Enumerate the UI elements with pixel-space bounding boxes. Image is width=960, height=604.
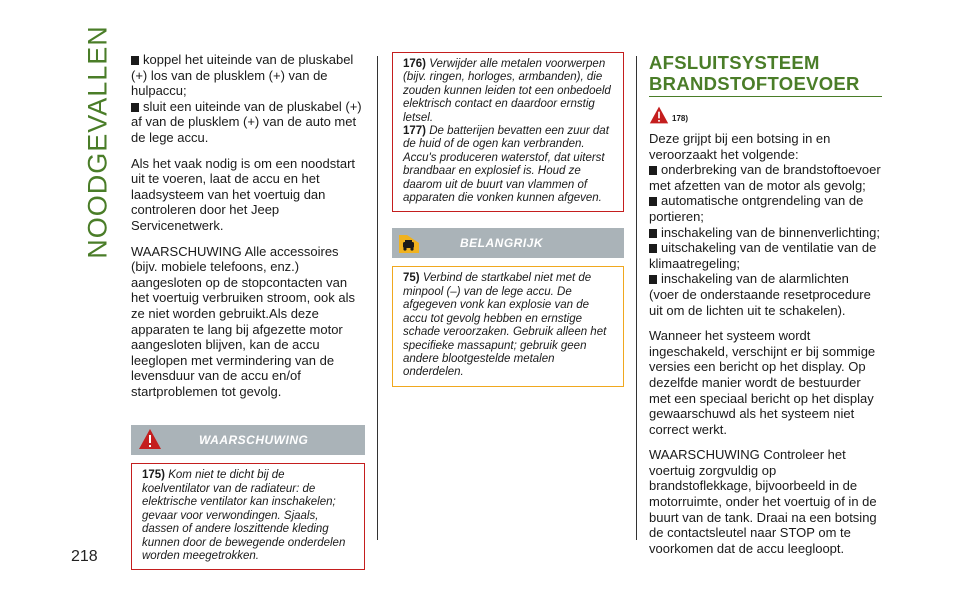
warning-box (392, 52, 624, 212)
list-item: inschakeling van de alarmlichten (voer de onderstaande resetprocedure uit om de lichten uit te schakelen). (649, 271, 871, 318)
list-item: automatische ontgrendeling van de portieren; (649, 193, 864, 224)
page-number: 218 (71, 548, 98, 565)
warning-label: WAARSCHUWING (199, 432, 309, 447)
important-label: BELANGRIJK (460, 235, 544, 250)
warning-banner (131, 425, 365, 455)
paragraph: WAARSCHUWING Controleer het voertuig zorgvuldig op brandstoflekkage, bijvoorbeeld in de motorruimte, onder het voertuig of in de buurt van de tank. Draai na een botsing de contactsleutel naar STOP om te voorkomen dat de accu leegloopt. (649, 447, 877, 556)
paragraph: Deze grijpt bij een botsing in en veroorzaakt het volgende: (649, 131, 831, 162)
bullet-icon (131, 56, 139, 65)
warning-triangle-icon (649, 105, 669, 125)
warning-item: 176) Verwijder alle metalen voorwerpen (bijv. ringen, horloges, armbanden), die zouden kunnen leiden tot een onbedoeld elektrisch contact en daardoor ernstig letsel. (403, 58, 611, 124)
car-skid-icon (397, 231, 421, 255)
warning-box: 175) Kom niet te dicht bij de koelventilator van de radiateur: de elektrische ventilator kan inschakelen; gevaar voor verwondingen. Sjaals, dassen of andere loszittende kleding kunnen door de bewegende onderdelen worden meegetrokken. (131, 463, 365, 570)
important-box: 75) Verbind de startkabel niet met de minpool (–) van de lege accu. De afgegeven vonk kan explosie van de accu tot gevolg hebben en ernstige schade veroorzaken. Gebruik alleen het specifieke massapunt; gebruik geen andere blootgestelde metalen onderdelen. (392, 266, 624, 386)
bullet-icon (649, 197, 657, 206)
column-divider (377, 56, 378, 540)
section-title (58, 25, 138, 259)
important-banner (392, 228, 624, 258)
list-item: onderbreking van de brandstoftoevoer met afzetten van de motor als gevolg; (649, 162, 881, 193)
section-title-text: NOODGEVALLEN (82, 25, 113, 259)
section-heading: AFSLUITSYSTEEM BRANDSTOFTOEVOER (649, 52, 882, 97)
warning-triangle-icon (138, 427, 162, 451)
warning-reference: 178) (649, 105, 882, 127)
list-item: inschakeling van de binnenverlichting; (649, 225, 882, 241)
bullet-icon (649, 244, 657, 253)
column-2 (392, 52, 624, 387)
bullet-icon (649, 166, 657, 175)
bullet-icon (649, 275, 657, 284)
list-item: koppel het uiteinde van de pluskabel (+) los van de plusklem (+) van de hulpaccu; (131, 52, 354, 99)
column-3 (649, 52, 882, 566)
bullet-icon (649, 229, 657, 238)
column-divider (636, 56, 637, 540)
bullet-icon (131, 103, 139, 112)
paragraph: WAARSCHUWING Alle accessoires (bijv. mobiele telefoons, enz.) aangesloten op de stopcontacten van het voertuig verbruiken stroom, ook als ze niet worden gebruikt.Als deze apparaten te lang bij afgezette motor aangesloten blijven, kan de accu leeglopen met vermindering van de levensduur van de accu en/of startproblemen tot gevolg. (131, 243, 355, 399)
paragraph: Wanneer het systeem wordt ingeschakeld, verschijnt er bij sommige versies een bericht op het display. Op dezelfde manier wordt de bestuurder met een speciaal bericht op het display gewaarschuwd als het systeem niet correct werkt. (649, 328, 876, 437)
list-item: uitschakeling van de ventilatie van de klimaatregeling; (649, 240, 877, 271)
column-1 (131, 52, 365, 570)
warning-item: 177) De batterijen bevatten een zuur dat de huid of de ogen kan verbranden. Accu's produceren waterstof, dat uiterst brandbaar en explosief is. Houd ze daarom uit de buurt van vlammen of apparaten die vonken kunnen afgeven. (403, 125, 609, 205)
paragraph: Als het vaak nodig is om een noodstart uit te voeren, laat de accu en het laadsysteem van het voertuig dan controleren door het Jeep Servicenetwerk. (131, 155, 356, 233)
list-item: sluit een uiteinde van de pluskabel (+) af van de plusklem (+) van de auto met de lege accu. (131, 98, 362, 145)
